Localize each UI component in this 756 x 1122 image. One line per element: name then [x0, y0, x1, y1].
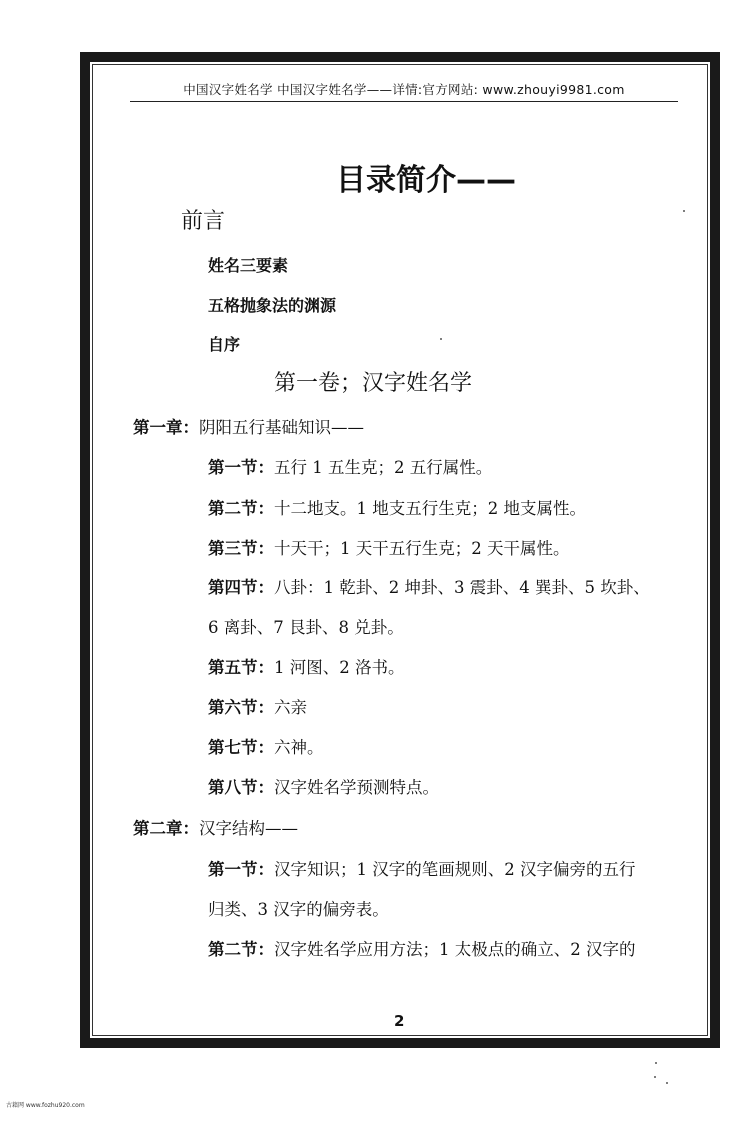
section-text: 6 离卦、7 艮卦、8 兑卦。: [208, 618, 404, 637]
section-line: [208, 740, 324, 757]
scan-speck: [654, 1076, 656, 1078]
section-label: 第三节：: [208, 539, 274, 558]
section-label: 第五节：: [208, 658, 274, 677]
section-text: 六神。: [274, 738, 324, 757]
scan-speck: [683, 210, 685, 212]
toc-title: 目录简介——: [336, 163, 516, 198]
section-line: [208, 501, 586, 518]
section-line: [208, 942, 636, 959]
chapter-label: 第二章：: [133, 819, 199, 838]
section-text: 汉字姓名学应用方法；1 太极点的确立、2 汉字的: [274, 940, 636, 959]
section-text: 五行 1 五生克；2 五行属性。: [274, 458, 493, 477]
section-text: 归类、3 汉字的偏旁表。: [208, 900, 389, 919]
section-text: 八卦：1 乾卦、2 坤卦、3 震卦、4 巽卦、5 坎卦、: [274, 578, 650, 597]
section-label: 第二节：: [208, 940, 274, 959]
chapter-text: 阴阳五行基础知识——: [199, 418, 364, 437]
section-label: 第二节：: [208, 499, 274, 518]
scan-speck: [666, 1082, 668, 1084]
preface-item: 姓名三要素: [208, 256, 289, 275]
section-text: 汉字知识；1 汉字的笔画规则、2 汉字偏旁的五行: [274, 860, 636, 879]
section-line: [208, 580, 650, 597]
section-label: 第六节：: [208, 698, 274, 717]
footer-watermark: 古籍网 www.fozhu920.com: [6, 1102, 85, 1109]
section-continuation: [208, 902, 389, 919]
section-label: 第一节：: [208, 458, 274, 477]
section-line: [208, 541, 570, 558]
section-text: 六亲: [274, 698, 307, 717]
section-text: 十天干；1 天干五行生克；2 天干属性。: [274, 539, 570, 558]
section-label: 第八节：: [208, 778, 274, 797]
chapter-2: [133, 821, 298, 838]
preface-heading: 前言: [181, 209, 226, 234]
page-header: 中国汉字姓名学 中国汉字姓名学——详情:官方网站: www.zhouyi9981.com: [183, 82, 625, 97]
section-text: 汉字姓名学预测特点。: [274, 778, 439, 797]
section-line: [208, 862, 636, 879]
section-text: 十二地支。1 地支五行生克；2 地支属性。: [274, 499, 586, 518]
section-line: [208, 660, 405, 677]
scan-speck: [440, 338, 442, 340]
chapter-text: 汉字结构——: [199, 819, 298, 838]
preface-item: 自序: [208, 335, 241, 354]
page-number: 2: [394, 1012, 405, 1030]
section-line: [208, 700, 307, 717]
preface-item: 五格抛象法的渊源: [208, 296, 337, 315]
section-continuation: [208, 620, 404, 637]
section-label: 第一节：: [208, 860, 274, 879]
scan-speck: [655, 1062, 657, 1064]
chapter-1: [133, 420, 364, 437]
section-label: 第七节：: [208, 738, 274, 757]
section-line: [208, 780, 439, 797]
section-line: [208, 460, 492, 477]
section-text: 1 河图、2 洛书。: [274, 658, 405, 677]
header-rule: [130, 101, 678, 102]
chapter-label: 第一章：: [133, 418, 199, 437]
volume-heading: 第一卷；汉字姓名学: [274, 371, 473, 396]
section-label: 第四节：: [208, 578, 274, 597]
